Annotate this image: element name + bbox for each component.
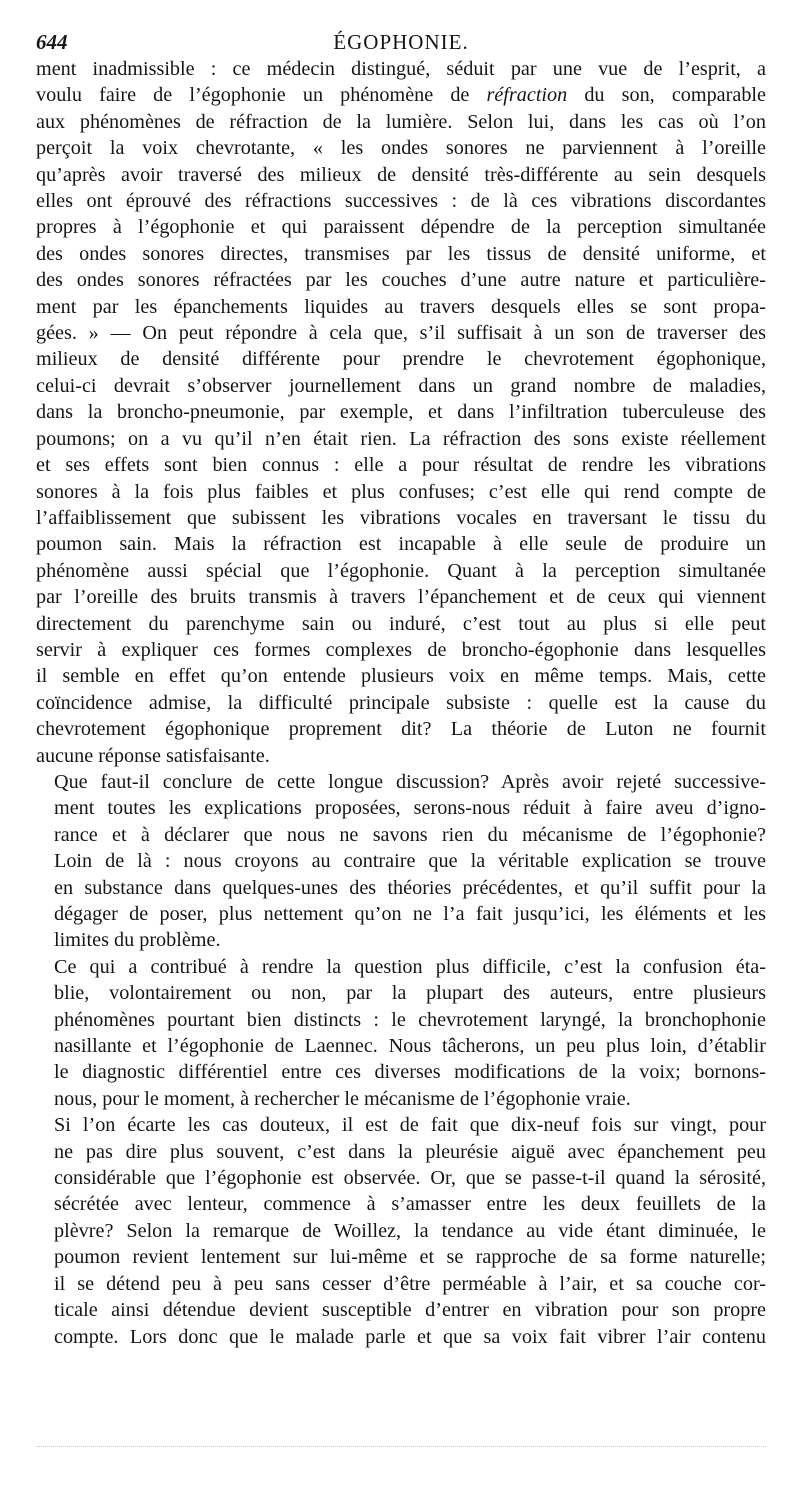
text-line: celui-ci devrait s’observer journellement dans un grand nombre de maladies, — [36, 374, 766, 397]
paragraph-pleurisy-mechanism — [36, 1112, 766, 1350]
text-line: des ondes sonores directes, transmises par les tissus de densité uniforme, et — [36, 242, 766, 265]
text-line: phénomène aussi spécial que l’égophonie. Quant à la perception simultanée — [36, 559, 766, 582]
text-line: sonores à la fois plus faibles et plus confuses; c’est elle qui rend compte de — [36, 480, 766, 503]
running-title: ÉGOPHONIE. — [333, 30, 469, 54]
text-line: poumon sain. Mais la réfraction est incapable à elle seule de produire un — [36, 533, 766, 556]
text-line: gées. » — On peut répondre à cela que, s’il suffisait à un son de traverser des — [36, 322, 766, 345]
text-line: coïncidence admise, la difficulté principale subsiste : quelle est la cause du — [36, 691, 766, 714]
text-line: Ce qui a contribué à rendre la question plus difficile, c’est la confusion éta- — [54, 955, 766, 978]
text-line: ment toutes les explications proposées, serons-nous réduit à faire aveu d’igno- — [54, 797, 766, 820]
bottom-bleed-through-line — [36, 1446, 766, 1449]
text-line: sécrétée avec lenteur, commence à s’amasser entre les deux feuillets de la — [54, 1193, 766, 1216]
text-line: aux phénomènes de réfraction de la lumière. Selon lui, dans les cas où l’on — [36, 110, 766, 133]
text-line: il semble en effet qu’on entende plusieurs voix en même temps. Mais, cette — [36, 665, 766, 688]
text-line: des ondes sonores réfractées par les couches d’une autre nature et particulière- — [36, 269, 766, 292]
text-line: poumons; on a vu qu’il n’en était rien. La réfraction des sons existe réellement — [36, 427, 766, 450]
page-number: 644 — [36, 30, 68, 54]
text-line: ne pas dire plus souvent, c’est dans la pleurésie aiguë avec épanchement peu — [54, 1140, 766, 1163]
text-line: plèvre? Selon la remarque de Woillez, la tendance au vide étant diminuée, le — [54, 1219, 766, 1242]
text-line: aucune réponse satisfaisante. — [36, 744, 270, 767]
italic-term: réfraction — [486, 84, 568, 107]
text-line: il se détend peu à peu sans cesser d’être perméable à l’air, et sa couche cor- — [54, 1272, 766, 1295]
text-line: ticale ainsi détendue devient susceptible d’entrer en vibration pour son propre — [54, 1299, 766, 1322]
text-line: rance et à déclarer que nous ne savons rien du mécanisme de l’égophonie? — [54, 823, 766, 846]
text-line — [36, 82, 766, 108]
paragraph-confusion-of-phenomena — [36, 954, 766, 1112]
text-line: considérable que l’égophonie est observée. Or, que se passe-t-il quand la sérosité, — [54, 1167, 766, 1190]
text-line: compte. Lors donc que le malade parle et que sa voix fait vibrer l’air contenu — [54, 1325, 766, 1348]
text-line: directement du parenchyme sain ou induré, c’est tout au plus si elle peut — [36, 612, 766, 635]
text-line: dans la broncho-pneumonie, par exemple, et dans l’infiltration tuberculeuse des — [36, 401, 766, 424]
text-line: dégager de poser, plus nettement qu’on ne l’a fait jusqu’ici, les éléments et les — [54, 903, 766, 925]
text-line: Loin de là : nous croyons au contraire que la véritable explication se trouve — [54, 850, 766, 873]
text-line: blie, volontairement ou non, par la plupart des auteurs, entre plusieurs — [54, 982, 766, 1005]
running-head — [36, 28, 766, 56]
text-line: phénomènes pourtant bien distincts : le chevrotement laryngé, la bronchophonie — [54, 1008, 766, 1031]
text-line: Si l’on écarte les cas douteux, il est de fait que dix-neuf fois sur vingt, pour — [54, 1114, 766, 1137]
text-line: nasillante et l’égophonie de Laennec. Nous tâcherons, un peu plus loin, d’établir — [54, 1035, 766, 1058]
text-line: ment inadmissible : ce médecin distingué, séduit par une vue de l’esprit, a — [36, 58, 766, 80]
text-line: milieux de densité différente pour prendre le chevrotement égophonique, — [36, 348, 766, 371]
text-line: le diagnostic différentiel entre ces diverses modifications de la voix; bornons- — [54, 1061, 766, 1084]
paragraph-egophonie-refraction-theory — [36, 56, 766, 769]
text-run: du son, comparable — [567, 84, 766, 107]
text-line: poumon revient lentement sur lui-même et se rapproche de sa forme naturelle; — [54, 1246, 766, 1269]
text-line: Que faut-il conclure de cette longue discussion? Après avoir rejeté successive- — [54, 770, 766, 793]
text-line: et ses effets sont bien connus : elle a pour résultat de rendre les vibrations — [36, 454, 766, 477]
text-line: limites du problème. — [54, 929, 221, 952]
text-run: voulu faire de l’égophonie un phénomène de — [36, 84, 487, 107]
text-line: chevrotement égophonique proprement dit? La théorie de Luton ne fournit — [36, 718, 766, 741]
text-line: par l’oreille des bruits transmis à travers l’épanchement et de ceux qui viennent — [36, 586, 766, 609]
text-line: servir à expliquer ces formes complexes de broncho-égophonie dans lesquelles — [36, 638, 766, 661]
text-line: l’affaiblissement que subissent les vibrations vocales en traversant le tissu du — [36, 506, 766, 529]
text-line: perçoit la voix chevrotante, « les ondes sonores ne parviennent à l’oreille — [36, 137, 766, 160]
text-line: ment par les épanchements liquides au travers desquels elles se sont propa- — [36, 295, 766, 318]
text-line: nous, pour le moment, à rechercher le mécanisme de l’égophonie vraie. — [54, 1087, 631, 1110]
paragraph-conclusion-question — [36, 769, 766, 954]
text-line: en substance dans quelques-unes des théories précédentes, et qu’il suffit pour la — [54, 876, 766, 899]
text-line: propres à l’égophonie et qui paraissent dépendre de la perception simultanée — [36, 216, 766, 239]
text-line: qu’après avoir traversé des milieux de densité très-différente au sein desquels — [36, 163, 766, 186]
text-line: elles ont éprouvé des réfractions successives : de là ces vibrations discordantes — [36, 190, 766, 213]
book-page — [36, 28, 766, 1350]
